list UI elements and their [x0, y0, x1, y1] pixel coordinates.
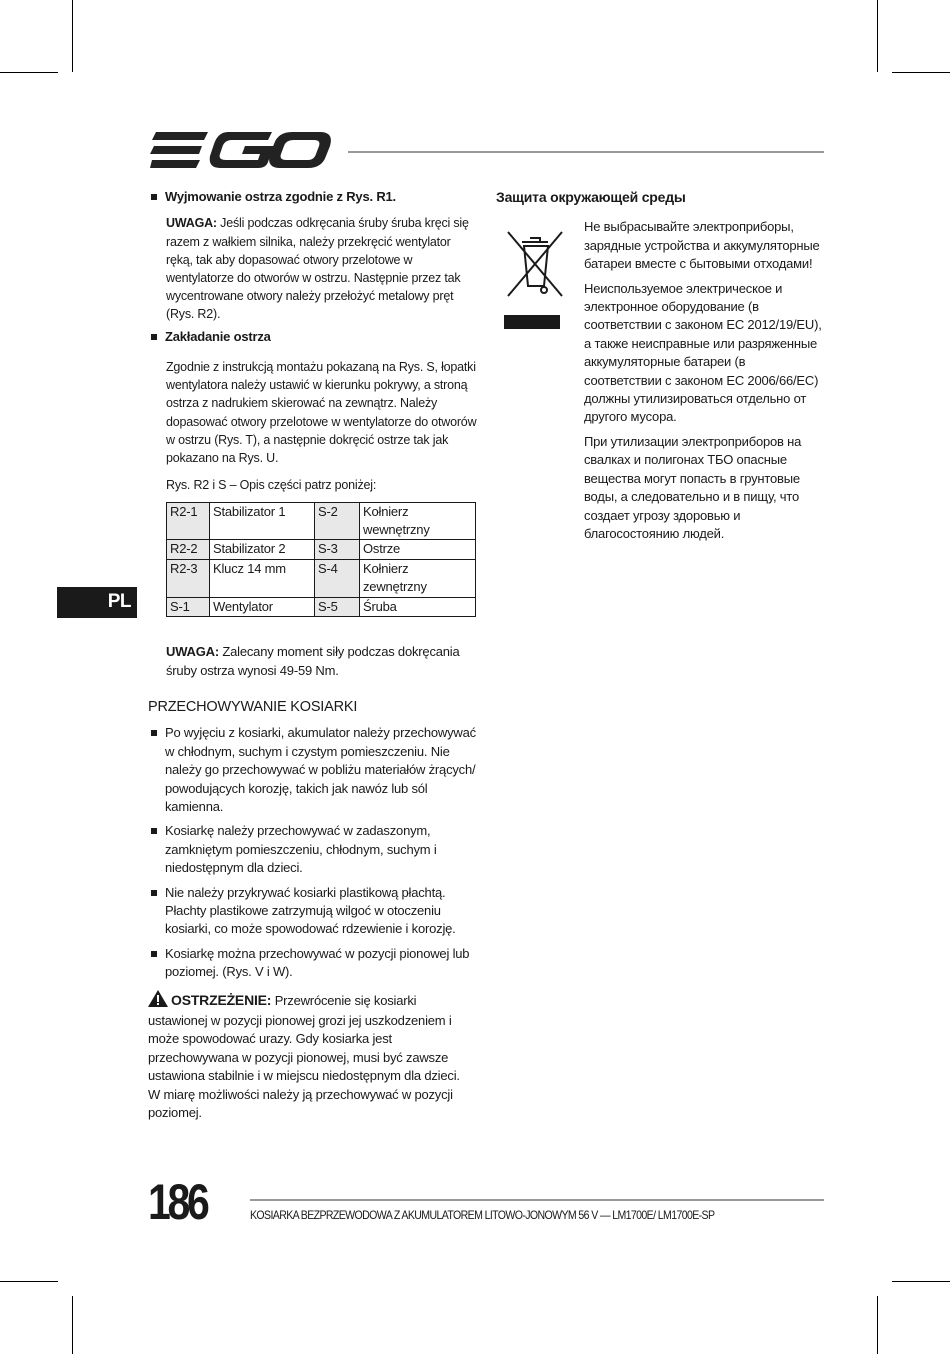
note-1-text: Jeśli podczas odkręcania śruby śruba kręci się razem z wałkiem silnika, należy przekręcić wentylator ręką, tak aby dopasować otwory przelotowe w wentylatorze do otworów w ostrzu. Następnie przez tak wycentrowane otwory należy przełożyć metalowy pręt (Rys. R2). — [166, 216, 469, 322]
storage-item: Nie należy przykrywać kosiarki plastikową płachtą. Płachty plastikowe zatrzymują wilgoć w otoczeniu kosiarki, co może spowodować rdzewienie i korozję. — [148, 884, 478, 939]
part-name: Kołnierz wewnętrzny — [360, 502, 476, 540]
crop-mark — [877, 0, 878, 72]
crop-mark — [72, 1296, 73, 1354]
part-code: R2-3 — [167, 559, 210, 597]
part-name: Stabilizator 1 — [210, 502, 315, 540]
table-row — [167, 597, 476, 616]
ego-logo-graphic — [150, 130, 332, 172]
warning-block — [148, 990, 468, 1123]
language-tab — [57, 587, 137, 618]
part-code: S-1 — [167, 597, 210, 616]
right-column — [496, 188, 826, 543]
part-name: Kołnierz zewnętrzny — [360, 559, 476, 597]
storage-item: Kosiarkę można przechowywać w pozycji pionowej lub poziomej. (Rys. V i W). — [148, 945, 478, 982]
warning-label: OSTRZEŻENIE: — [171, 991, 272, 1008]
crop-mark — [892, 72, 950, 73]
note-1 — [148, 214, 478, 323]
warning-triangle-icon — [148, 990, 168, 1012]
storage-item: Po wyjęciu z kosiarki, akumulator należy przechowywać w chłodnym, suchym i czystym pomieszczeniu. Nie należy go przechowywać w pobliżu materiałów żrących/ powodujących korozję, takich jak nawóz lub sól kamienna. — [148, 724, 478, 816]
env-para-2: Неиспользуемое электрическое и электронное оборудование (в соответствии с законом ЕС 2012/19/EU), а также неисправные или разряженные аккумуляторные батареи (в соответствии с законом ЕС 2006/66/EC) должны утилизироваться отдельно от другого мусора. — [584, 280, 822, 425]
part-code: S-4 — [315, 559, 360, 597]
bullet-remove-blade: Wyjmowanie ostrza zgodnie z Rys. R1. — [148, 188, 478, 206]
parts-table — [166, 502, 476, 617]
note-2 — [148, 643, 478, 680]
crop-mark — [0, 1281, 58, 1282]
part-name: Ostrze — [360, 540, 476, 559]
part-name: Śruba — [360, 597, 476, 616]
part-code: R2-2 — [167, 540, 210, 559]
part-name: Wentylator — [210, 597, 315, 616]
page-number: 186 — [148, 1174, 207, 1230]
note-2-label: UWAGA: — [166, 644, 219, 660]
part-code: S-2 — [315, 502, 360, 540]
note-2-text: Zalecany moment siły podczas dokręcania śruby ostrza wynosi 49-59 Nm. — [166, 644, 460, 678]
part-code: S-5 — [315, 597, 360, 616]
weee-symbol — [504, 226, 566, 330]
left-column — [148, 188, 478, 1122]
footer-rule — [250, 1199, 824, 1201]
table-caption: Rys. R2 i S – Opis części patrz poniżej: — [166, 478, 377, 493]
language-tab-label: PL — [107, 591, 131, 612]
note-1-label: UWAGA: — [166, 216, 217, 231]
crossed-out-wheelie-bin-icon — [504, 226, 566, 330]
env-para-3: При утилизации электроприборов на свалках и полигонах ТБО опасные вещества могут попасть в грунтовые воды, а следовательно и в пищу, что создает угрозу здоровью и благосостоянию людей. — [584, 433, 802, 541]
part-name: Klucz 14 mm — [210, 559, 315, 597]
table-row — [167, 502, 476, 540]
bullet-install-blade: Zakładanie ostrza — [148, 328, 478, 346]
crop-mark — [892, 1281, 950, 1282]
env-para-1: Не выбрасывайте электроприборы, зарядные устройства и аккумуляторные батареи вместе с бытовыми отходами! — [584, 219, 820, 272]
environment-text — [584, 218, 824, 543]
ego-logo — [150, 130, 332, 172]
environment-heading: Защита окружающей среды — [496, 189, 686, 205]
install-instructions: Zgodnie z instrukcją montażu pokazaną na Rys. S, łopatki wentylatora należy ustawić w kierunku pokrywy, a stroną ostrza z nadrukiem skierować na zewnątrz. Należy dopasować otwory przelotowe w wentylatorze do otworów w ostrzu (Rys. T), a następnie dokręcić ostrze tak jak pokazano na Rys. U. — [166, 360, 477, 466]
table-row — [167, 559, 476, 597]
storage-heading: PRZECHOWYWANIE KOSIARKI — [148, 698, 358, 715]
footer-title: KOSIARKA BEZPRZEWODOWA Z AKUMULATOREM LITOWO-JONOWYM 56 V — LM1700E/ LM1700E-SP — [250, 1208, 715, 1222]
warning-text: Przewrócenie się kosiarki ustawionej w pozycji pionowej grozi jej uszkodzeniem i może spowodować urazy. Gdy kosiarka jest przechowywana w pozycji pionowej, musi być zawsze ustawiona stabilnie i w miejscu niedostępnym dla dzieci. W miarę możliwości należy ją przechowywać w pozycji poziomej. — [148, 992, 460, 1121]
crop-mark — [72, 0, 73, 72]
table-row — [167, 540, 476, 559]
crop-mark — [877, 1296, 878, 1354]
crop-mark — [0, 72, 58, 73]
storage-list — [148, 724, 478, 981]
part-code: R2-1 — [167, 502, 210, 540]
header-rule — [348, 151, 824, 153]
part-name: Stabilizator 2 — [210, 540, 315, 559]
storage-item: Kosiarkę należy przechowywać w zadaszonym, zamkniętym pomieszczeniu, chłodnym, suchym i niedostępnym dla dzieci. — [148, 822, 478, 877]
part-code: S-3 — [315, 540, 360, 559]
